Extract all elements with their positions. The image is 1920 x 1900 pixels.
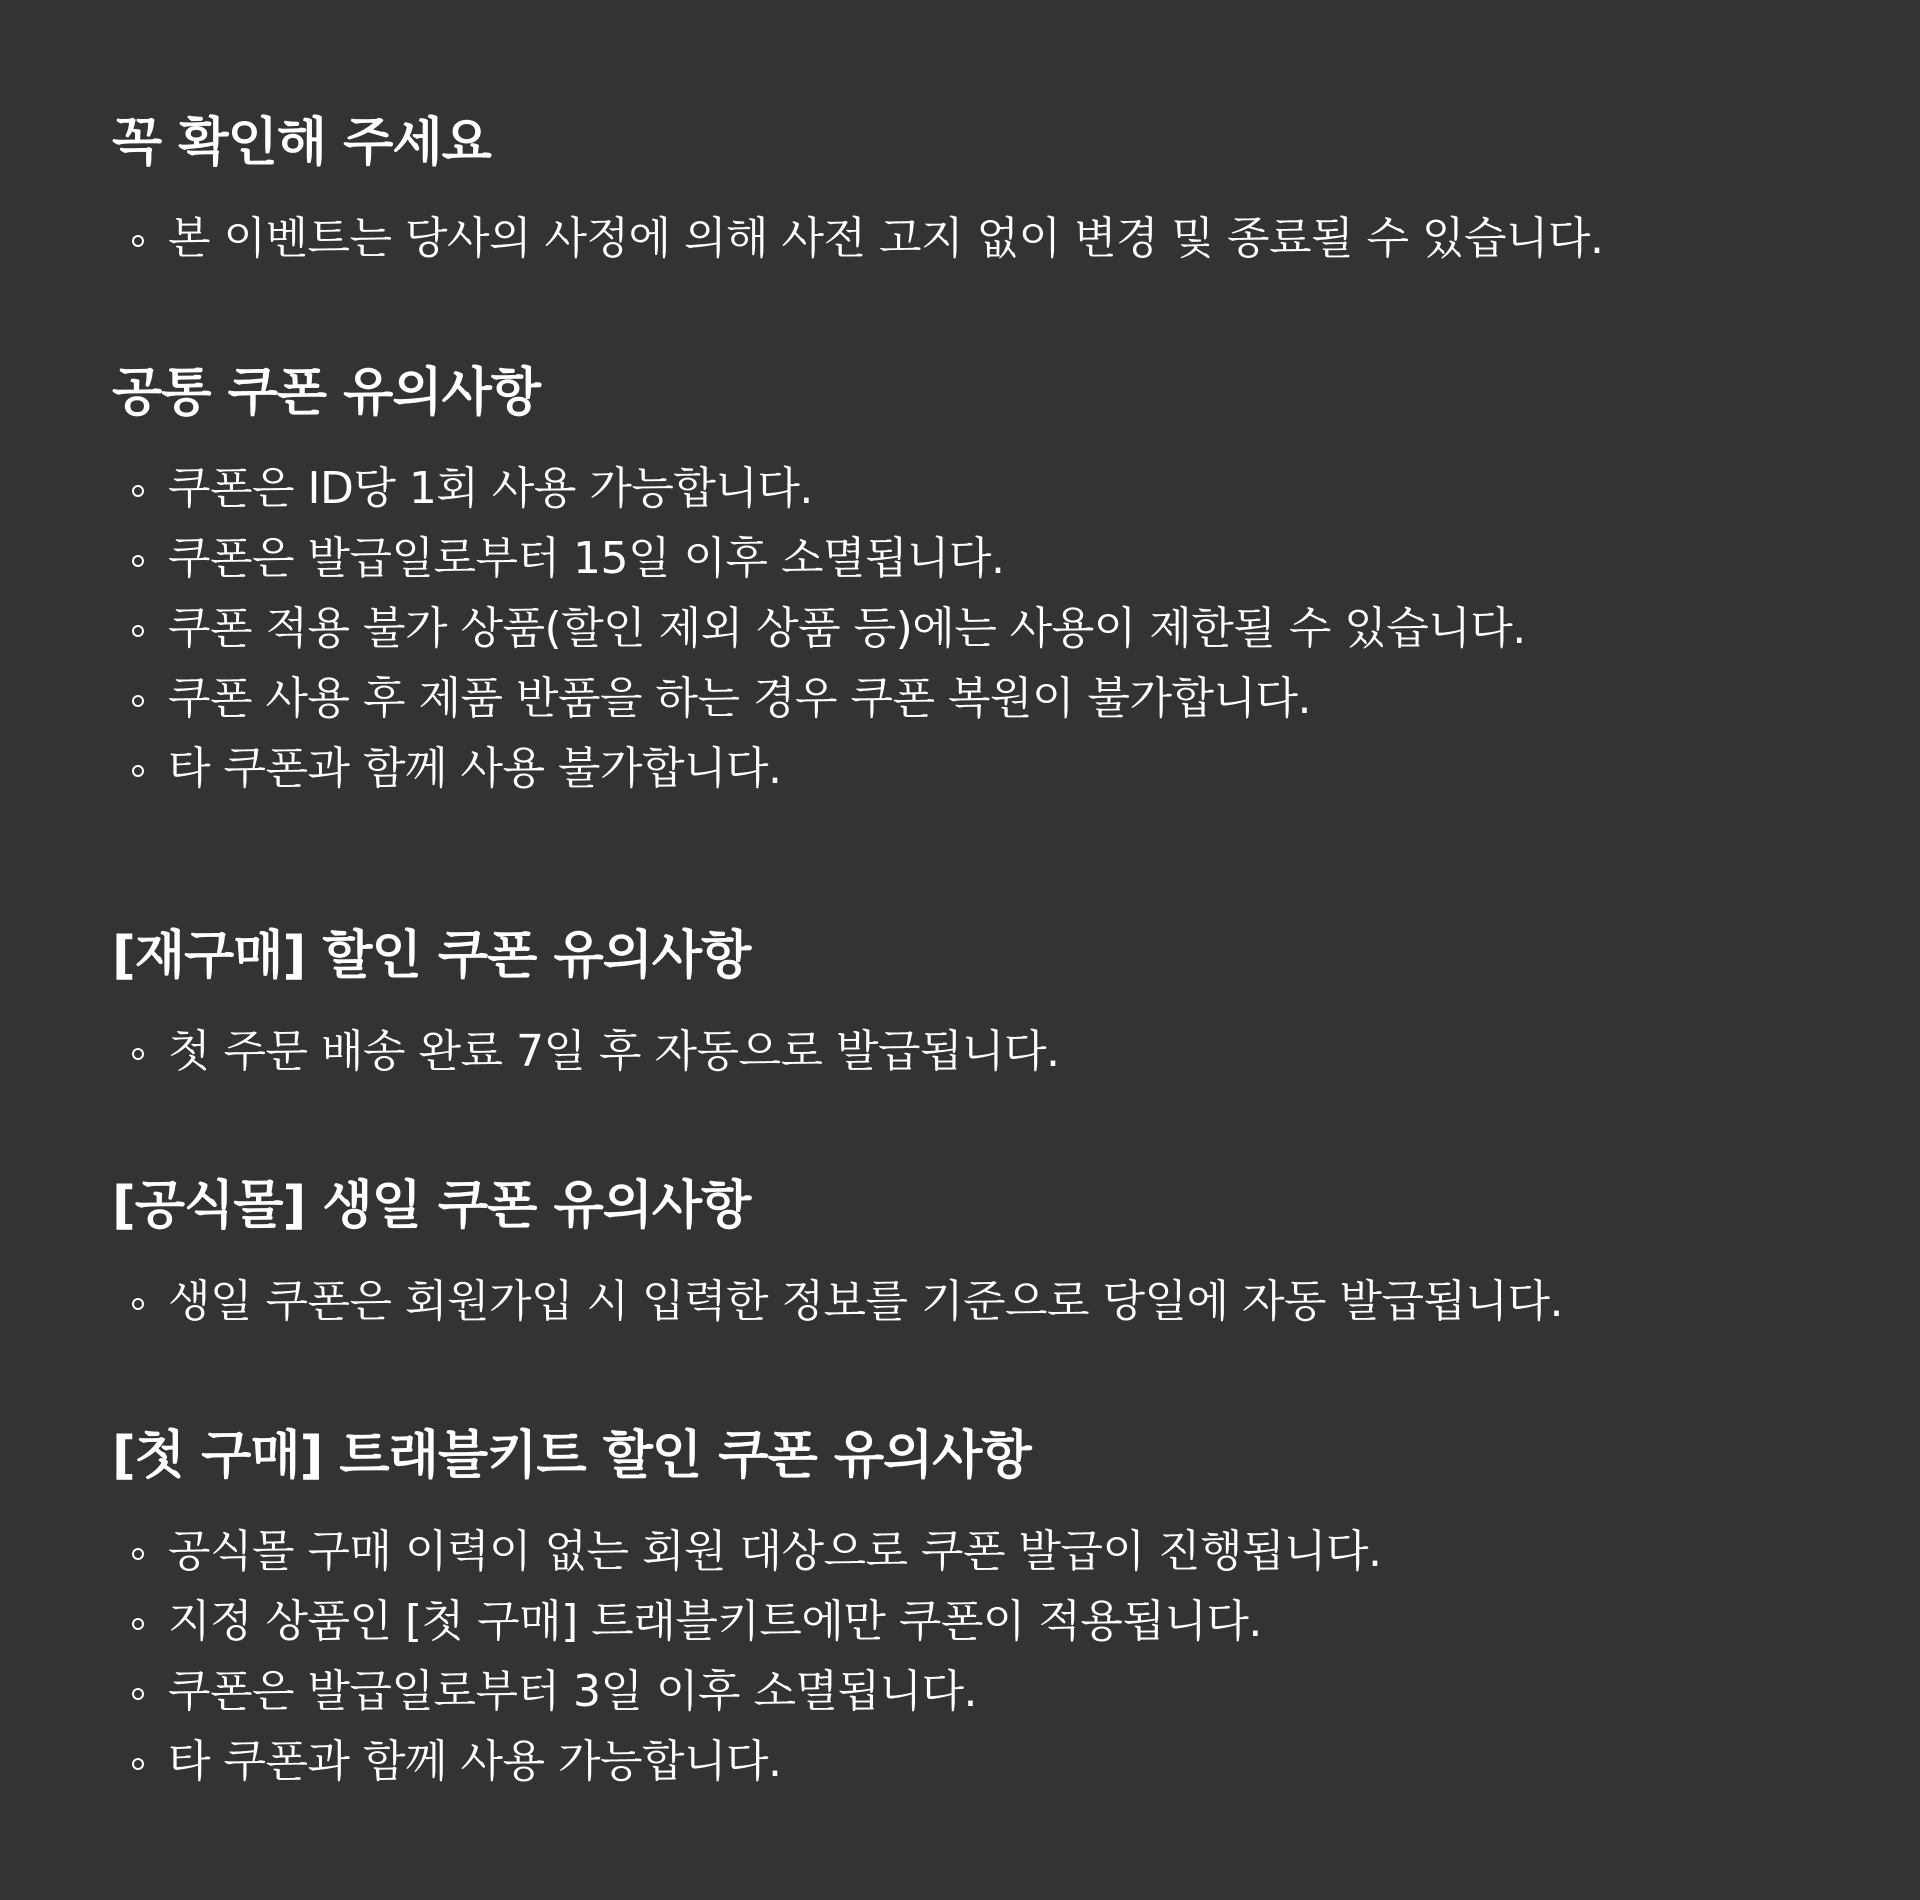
list-item <box>112 594 1872 664</box>
section-repurchase-coupon <box>112 925 1872 1087</box>
notice-list <box>112 1267 1872 1337</box>
notice-list <box>112 1517 1872 1797</box>
bullet-icon <box>132 1048 144 1060</box>
bullet-icon <box>132 1298 144 1310</box>
item-text: 쿠폰 사용 후 제품 반품을 하는 경우 쿠폰 복원이 불가합니다. <box>168 673 1311 724</box>
list-item <box>112 454 1872 524</box>
notice-list <box>112 204 1872 274</box>
bullet-icon <box>132 1548 144 1560</box>
item-text: 쿠폰은 발급일로부터 15일 이후 소멸됩니다. <box>168 533 1005 584</box>
bullet-icon <box>132 765 144 777</box>
bullet-icon <box>132 1758 144 1770</box>
item-text: 쿠폰은 ID당 1회 사용 가능합니다. <box>168 463 813 514</box>
section-first-purchase-coupon <box>112 1425 1872 1797</box>
section-must-check <box>112 112 1872 274</box>
item-text: 첫 주문 배송 완료 7일 후 자동으로 발급됩니다. <box>168 1026 1060 1077</box>
list-item <box>112 1587 1872 1657</box>
list-item <box>112 1727 1872 1797</box>
section-title: [재구매] 할인 쿠폰 유의사항 <box>112 926 751 986</box>
list-item <box>112 204 1872 274</box>
item-text: 본 이벤트는 당사의 사정에 의해 사전 고지 없이 변경 및 종료될 수 있습니다. <box>168 213 1604 264</box>
section-title: [첫 구매] 트래블키트 할인 쿠폰 유의사항 <box>112 1426 1031 1486</box>
notice-list <box>112 454 1872 804</box>
list-item <box>112 524 1872 594</box>
item-text: 쿠폰은 발급일로부터 3일 이후 소멸됩니다. <box>168 1666 977 1717</box>
bullet-icon <box>132 625 144 637</box>
list-item <box>112 1657 1872 1727</box>
section-common-coupon <box>112 362 1872 804</box>
list-item <box>112 734 1872 804</box>
section-title: [공식몰] 생일 쿠폰 유의사항 <box>112 1176 751 1236</box>
notice-list <box>112 1017 1872 1087</box>
item-text: 타 쿠폰과 함께 사용 불가합니다. <box>168 743 782 794</box>
section-title: 공통 쿠폰 유의사항 <box>112 363 541 423</box>
item-text: 공식몰 구매 이력이 없는 회원 대상으로 쿠폰 발급이 진행됩니다. <box>168 1526 1382 1577</box>
list-item <box>112 1017 1872 1087</box>
section-title: 꼭 확인해 주세요 <box>112 113 491 173</box>
list-item <box>112 1267 1872 1337</box>
bullet-icon <box>132 1618 144 1630</box>
bullet-icon <box>132 1688 144 1700</box>
bullet-icon <box>132 695 144 707</box>
list-item <box>112 664 1872 734</box>
bullet-icon <box>132 485 144 497</box>
section-birthday-coupon <box>112 1175 1872 1337</box>
item-text: 생일 쿠폰은 회원가입 시 입력한 정보를 기준으로 당일에 자동 발급됩니다. <box>168 1276 1563 1327</box>
item-text: 타 쿠폰과 함께 사용 가능합니다. <box>168 1736 782 1787</box>
bullet-icon <box>132 555 144 567</box>
item-text: 지정 상품인 [첫 구매] 트래블키트에만 쿠폰이 적용됩니다. <box>168 1596 1262 1647</box>
bullet-icon <box>132 235 144 247</box>
list-item <box>112 1517 1872 1587</box>
item-text: 쿠폰 적용 불가 상품(할인 제외 상품 등)에는 사용이 제한될 수 있습니다. <box>168 603 1526 654</box>
